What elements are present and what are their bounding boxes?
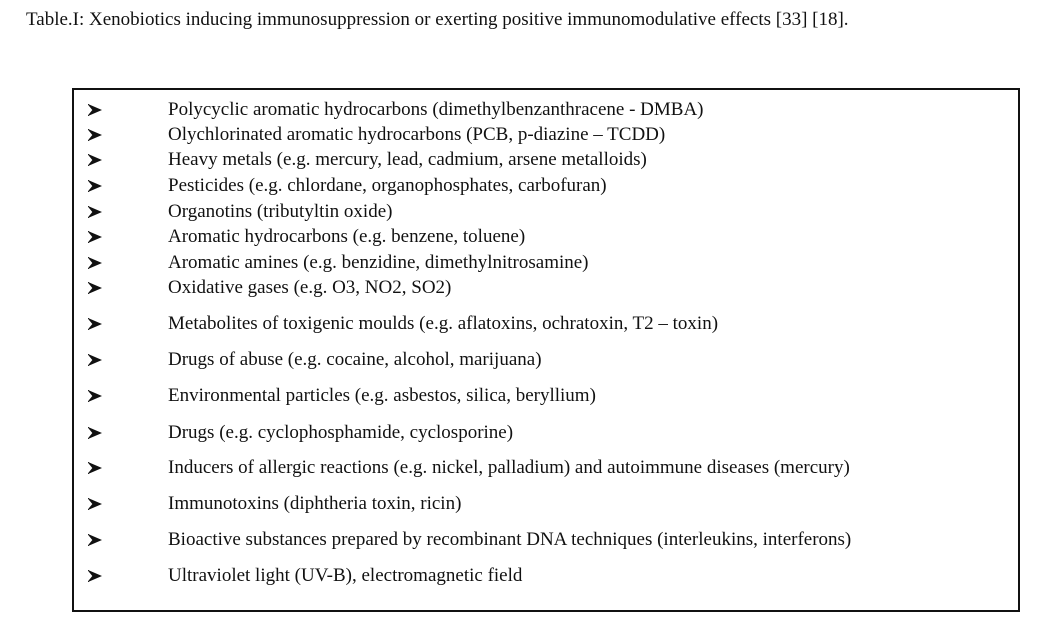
list-item (74, 200, 1014, 224)
list-item-text: Inducers of allergic reactions (e.g. nickel, palladium) and autoimmune diseases (mercury) (168, 457, 850, 478)
list-item-text: Polycyclic aromatic hydrocarbons (dimethylbenzanthracene - DMBA) (168, 99, 704, 120)
list-item-text: Olychlorinated aromatic hydrocarbons (PCB, p-diazine – TCDD) (168, 124, 666, 145)
list-item (74, 148, 1014, 172)
arrowhead-bullet-icon (88, 348, 108, 372)
arrowhead-bullet-icon (88, 200, 108, 224)
arrowhead-bullet-icon (88, 456, 108, 480)
list-item-text: Pesticides (e.g. chlordane, organophosphates, carbofuran) (168, 175, 607, 196)
list-item-text: Organotins (tributyltin oxide) (168, 201, 393, 222)
list-item (74, 564, 1014, 588)
list-item (74, 384, 1014, 408)
arrowhead-bullet-icon (88, 148, 108, 172)
arrowhead-bullet-icon (88, 123, 108, 147)
arrowhead-bullet-icon (88, 251, 108, 275)
list-item-text: Aromatic hydrocarbons (e.g. benzene, toluene) (168, 226, 526, 247)
list-item (74, 312, 1014, 336)
list-item (74, 123, 1014, 147)
list-item (74, 98, 1014, 122)
list-item (74, 421, 1014, 445)
list-item (74, 225, 1014, 249)
arrowhead-bullet-icon (88, 276, 108, 300)
list-item-text: Metabolites of toxigenic moulds (e.g. aflatoxins, ochratoxin, T2 – toxin) (168, 313, 719, 334)
arrowhead-bullet-icon (88, 492, 108, 516)
list-item (74, 174, 1014, 198)
list-item-text: Oxidative gases (e.g. O3, NO2, SO2) (168, 277, 452, 298)
arrowhead-bullet-icon (88, 564, 108, 588)
arrowhead-bullet-icon (88, 225, 108, 249)
list-item-text: Ultraviolet light (UV-B), electromagnetic field (168, 565, 523, 586)
list-item-text: Drugs (e.g. cyclophosphamide, cyclosporine) (168, 422, 514, 443)
list-item-text: Aromatic amines (e.g. benzidine, dimethylnitrosamine) (168, 252, 589, 273)
list-item-text: Heavy metals (e.g. mercury, lead, cadmium, arsene metalloids) (168, 149, 647, 170)
arrowhead-bullet-icon (88, 421, 108, 445)
list-item (74, 456, 1014, 480)
list-item-text: Drugs of abuse (e.g. cocaine, alcohol, marijuana) (168, 349, 542, 370)
list-item-text: Environmental particles (e.g. asbestos, silica, beryllium) (168, 385, 596, 406)
arrowhead-bullet-icon (88, 312, 108, 336)
list-item (74, 348, 1014, 372)
arrowhead-bullet-icon (88, 174, 108, 198)
list-item (74, 276, 1014, 300)
arrowhead-bullet-icon (88, 528, 108, 552)
arrowhead-bullet-icon (88, 98, 108, 122)
xenobiotics-table (72, 88, 1020, 612)
table-caption: Table.I: Xenobiotics inducing immunosuppression or exerting positive immunomodulative effects [33] [18]. (26, 9, 849, 30)
list-item (74, 528, 1014, 552)
list-item (74, 251, 1014, 275)
list-item-text: Immunotoxins (diphtheria toxin, ricin) (168, 493, 462, 514)
arrowhead-bullet-icon (88, 384, 108, 408)
list-item-text: Bioactive substances prepared by recombinant DNA techniques (interleukins, interferons) (168, 529, 852, 550)
list-item (74, 492, 1014, 516)
